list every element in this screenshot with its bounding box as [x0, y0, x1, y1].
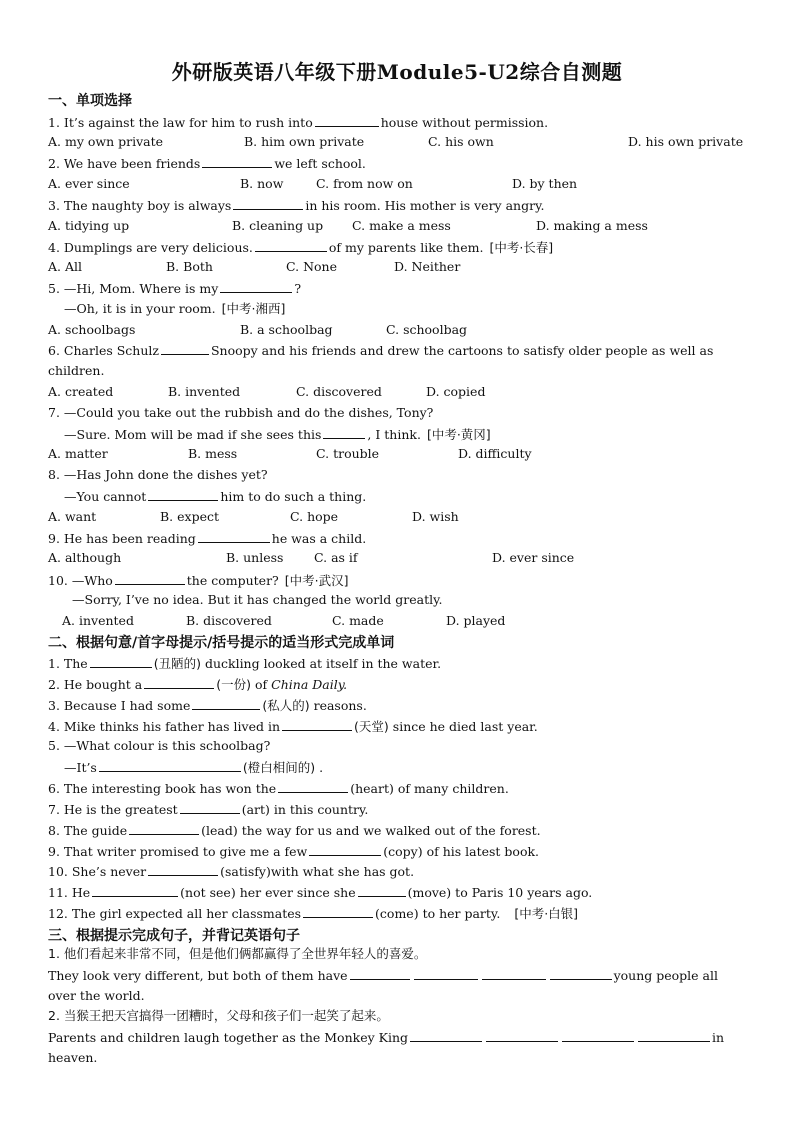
option: D. difficulty [458, 446, 532, 461]
question-7: 7. —Could you take out the rubbish and do the dishes, Tony? [48, 405, 434, 420]
option: A. All [48, 259, 82, 274]
option: A. tidying up [48, 218, 130, 233]
option: A. my own private [48, 134, 164, 149]
question-8: 8. —Has John done the dishes yet? [48, 467, 268, 482]
option: D. making a mess [536, 218, 648, 233]
section-heading-2: 二、根据句意/首字母提示/括号提示的适当形式完成单词 [48, 635, 395, 651]
question-8-reply: —You cannot him to do such a thing. [64, 489, 367, 504]
section-heading-1: 一、单项选择 [48, 93, 132, 109]
question-2: 2. We have been friends we left school. [48, 156, 366, 171]
question-7-reply: —Sure. Mom will be mad if she sees this , I think. [中考·黄冈] [64, 427, 491, 442]
option: A. invented [62, 613, 134, 628]
option: A. created [48, 384, 114, 399]
option: D. played [446, 613, 506, 628]
fill-item-7: 7. He is the greatest (art) in this country. [48, 802, 369, 817]
option: A. schoolbags [48, 322, 136, 337]
translation-line-2: Parents and children laugh together as the Monkey King in [48, 1030, 725, 1045]
question-10-reply: —Sorry, I’ve no idea. But it has changed the world greatly. [72, 592, 443, 607]
fill-item-8: 8. The guide (lead) the way for us and we walked out of the forest. [48, 823, 541, 838]
option: C. from now on [316, 176, 413, 191]
question-9: 9. He has been reading he was a child. [48, 531, 367, 546]
option: B. Both [166, 259, 213, 274]
fill-item-12: 12. The girl expected all her classmates (come) to her party. [中考·白银] [48, 906, 579, 921]
fill-item-5-reply: —It’s (橙白相间的) . [64, 760, 324, 775]
option: D. his own private [628, 134, 744, 149]
translation-line-2-cont: heaven. [48, 1050, 98, 1065]
fill-item-6: 6. The interesting book has won the (heart) of many children. [48, 781, 509, 796]
option: D. Neither [394, 259, 461, 274]
option: C. hope [290, 509, 339, 524]
fill-item-4: 4. Mike thinks his father has lived in (天堂) since he died last year. [48, 719, 538, 734]
fill-item-9: 9. That writer promised to give me a few (copy) of his latest book. [48, 844, 540, 859]
question-1: 1. It’s against the law for him to rush into house without permission. [48, 115, 549, 130]
fill-item-10: 10. She’s never (satisfy)with what she has got. [48, 864, 415, 879]
page-title: 外研版英语八年级下册Module5-U2综合自测题 [171, 60, 623, 84]
option: C. make a mess [352, 218, 451, 233]
option: A. matter [48, 446, 108, 461]
fill-item-2: 2. He bought a (一份) of China Daily. [48, 677, 348, 692]
section-heading-3: 三、根据提示完成句子，并背记英语句子 [48, 928, 300, 944]
option: B. unless [226, 550, 284, 565]
question-6: 6. Charles Schulz Snoopy and his friends and drew the cartoons to satisfy older people as well as [48, 343, 714, 358]
question-3: 3. The naughty boy is always in his room. His mother is very angry. [48, 198, 545, 213]
translation-prompt-1: 1. 他们看起来非常不同，但是他们俩都赢得了全世界年轻人的喜爱。 [48, 946, 427, 961]
option: D. ever since [492, 550, 575, 565]
option: D. wish [412, 509, 459, 524]
question-5: 5. —Hi, Mom. Where is my ? [48, 281, 302, 296]
option: B. a schoolbag [240, 322, 333, 337]
option: B. mess [188, 446, 238, 461]
question-6-cont: children. [48, 363, 105, 378]
translation-prompt-2: 2. 当猴王把天宫搞得一团糟时，父母和孩子们一起笑了起来。 [48, 1008, 389, 1023]
question-10: 10. —Who the computer? [中考·武汉] [48, 573, 349, 588]
option: B. now [240, 176, 284, 191]
option: D. copied [426, 384, 486, 399]
option: D. by then [512, 176, 578, 191]
option: C. as if [314, 550, 358, 565]
option: C. his own [428, 134, 494, 149]
question-5-reply: —Oh, it is in your room. [中考·湘西] [64, 301, 286, 316]
option: A. although [48, 550, 122, 565]
option: A. want [48, 509, 97, 524]
option: B. expect [160, 509, 220, 524]
option: C. made [332, 613, 384, 628]
option: C. schoolbag [386, 322, 468, 337]
option: A. ever since [48, 176, 130, 191]
fill-item-1: 1. The (丑陋的) duckling looked at itself in the water. [48, 656, 442, 671]
fill-item-11: 11. He (not see) her ever since she (move) to Paris 10 years ago. [48, 885, 593, 900]
option: B. discovered [186, 613, 272, 628]
option: C. discovered [296, 384, 382, 399]
option: B. him own private [244, 134, 365, 149]
option: C. trouble [316, 446, 380, 461]
translation-line-1-cont: over the world. [48, 988, 145, 1003]
option: B. invented [168, 384, 241, 399]
translation-line-1: They look very different, but both of them have young people all [48, 968, 718, 983]
fill-item-5: 5. —What colour is this schoolbag? [48, 738, 271, 753]
option: C. None [286, 259, 337, 274]
option: B. cleaning up [232, 218, 324, 233]
question-4: 4. Dumplings are very delicious. of my parents like them. [中考·长春] [48, 240, 554, 255]
fill-item-3: 3. Because I had some (私人的) reasons. [48, 698, 367, 713]
